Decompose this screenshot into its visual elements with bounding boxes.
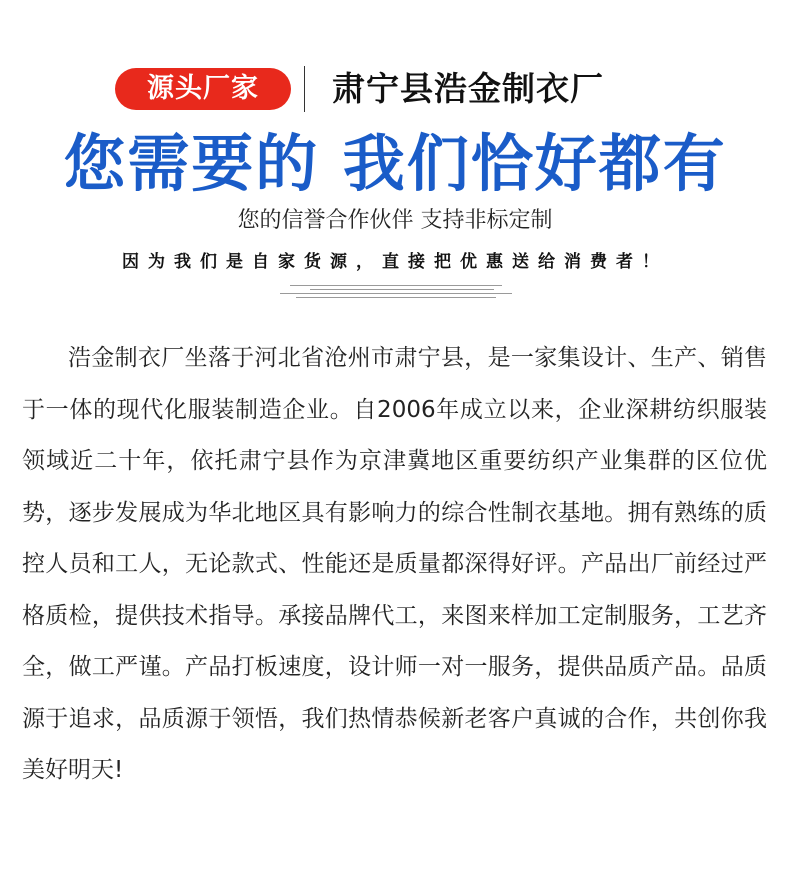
company-name: 肃宁县浩金制衣厂 [332, 69, 604, 108]
header-row [0, 66, 790, 112]
subtitle: 您的信誉合作伙伴 支持非标定制 [237, 208, 553, 233]
decorative-fine-print-lines [280, 283, 512, 301]
tagline: 因为我们是自家货源，直接把优惠送给消费者！ [122, 252, 668, 272]
header-divider [304, 66, 305, 112]
company-description: 浩金制衣厂坐落于河北省沧州市肃宁县，是一家集设计、生产、销售于一体的现代化服装制造企业。自2006年成立以来，企业深耕纺织服装领域近二十年，依托肃宁县作为京津冀地区重要纺织产业集群的区位优势，逐步发展成为华北地区具有影响力的综合性制衣基地。拥有熟练的质控人员和工人，无论款式、性能还是质量都深得好评。产品出厂前经过严格质检，提供技术指导。承接品牌代工，来图来样加工定制服务，工艺齐全，做工严谨。产品打板速度，设计师一对一服务，提供品质产品。品质源于追求，品质源于领悟，我们热情恭候新老客户真诚的合作，共创你我美好明天! [22, 345, 767, 783]
main-headline: 您需要的 我们恰好都有 [63, 127, 727, 200]
source-factory-badge: 源头厂家 [115, 68, 291, 110]
